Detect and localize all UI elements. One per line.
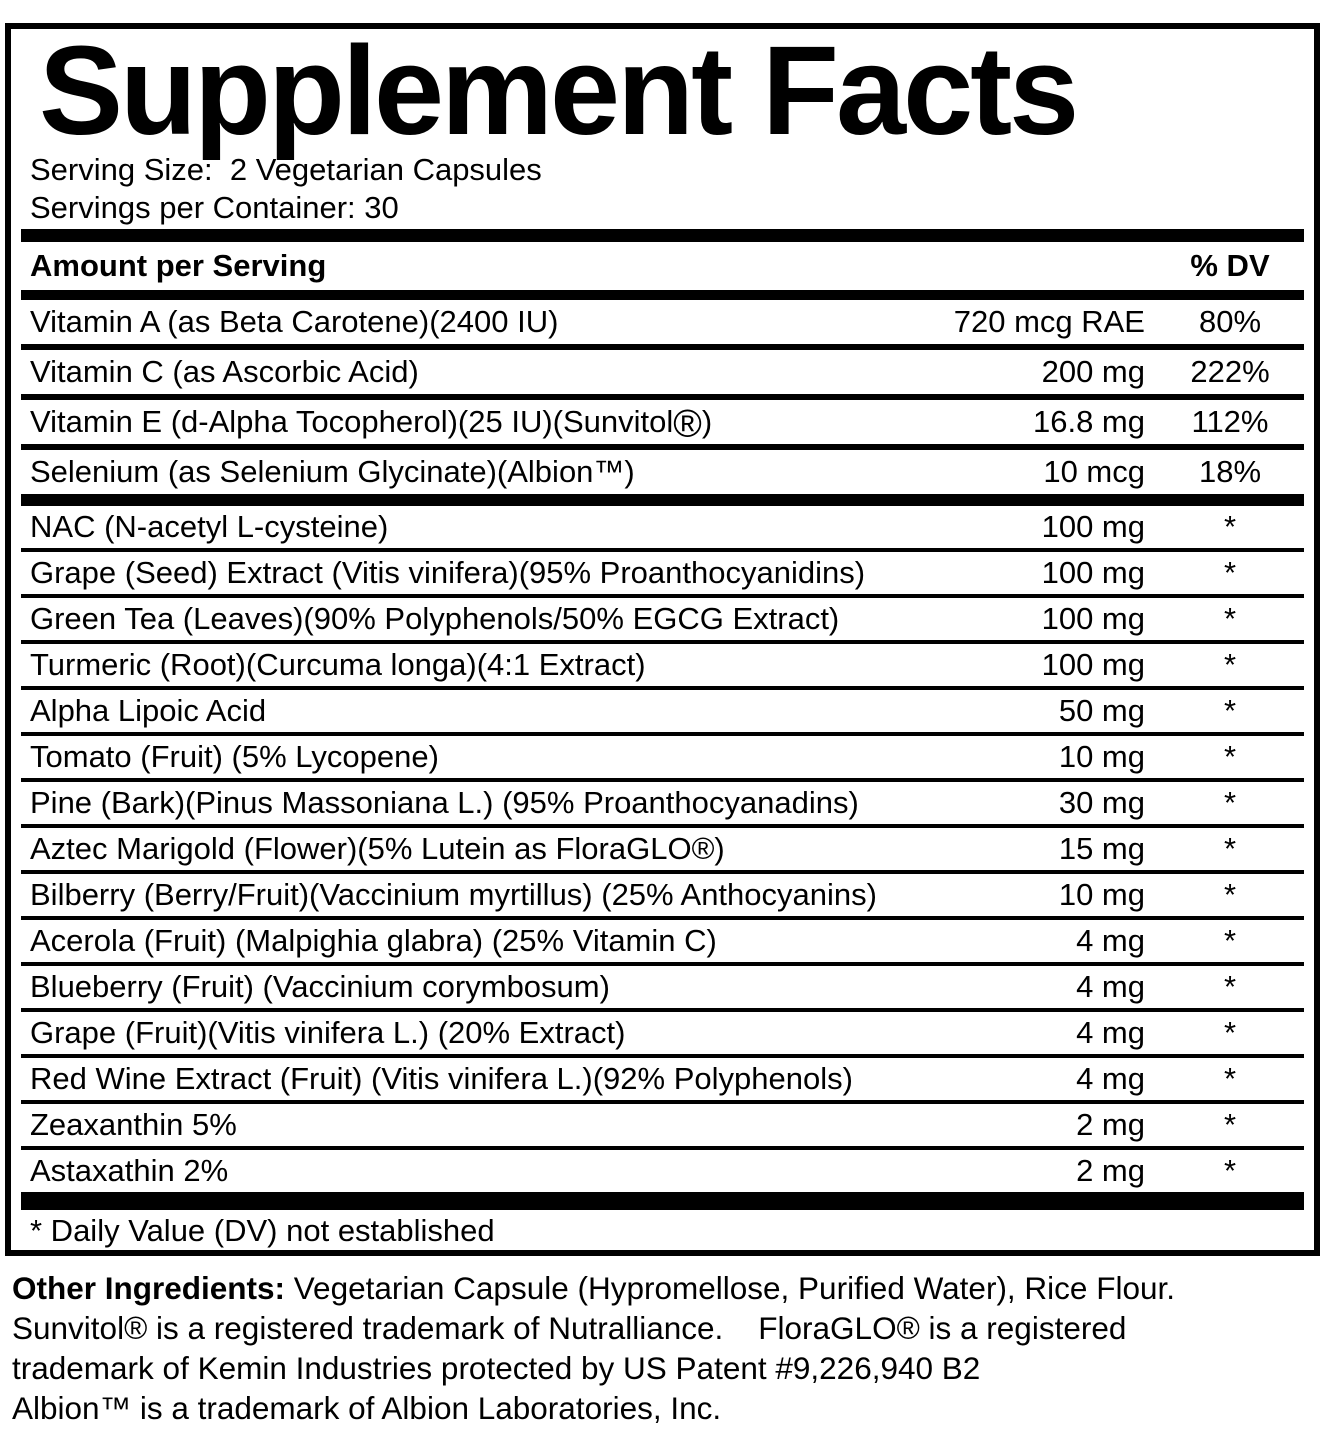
ingredient-name: Green Tea (Leaves)(90% Polyphenols/50% EGCG Extract) [30, 601, 840, 636]
ingredient-amount: 100 mg [1041, 555, 1145, 590]
ingredient-dv: 80% [1198, 304, 1262, 339]
ingredient-dv: * [1223, 785, 1237, 820]
amount-per-serving-header: Amount per Serving [30, 248, 327, 283]
trademark-line-albion: Albion™ is a trademark of Albion Laboratories, Inc. [12, 1390, 722, 1426]
ingredient-row-aztec-marigold [21, 824, 1304, 870]
ingredient-name: Tomato (Fruit) (5% Lycopene) [30, 739, 439, 774]
ingredient-dv: * [1223, 693, 1237, 728]
ingredient-dv: * [1223, 877, 1237, 912]
ingredient-row-selenium [21, 444, 1304, 494]
ingredient-row-pine-bark [21, 778, 1304, 824]
other-ingredients-text: Vegetarian Capsule (Hypromellose, Purified Water), Rice Flour. [285, 1270, 1175, 1306]
ingredient-row-bilberry [21, 870, 1304, 916]
ingredient-amount: 50 mg [1058, 693, 1145, 728]
ingredient-row-acerola [21, 916, 1304, 962]
ingredient-amount: 10 mcg [1043, 454, 1145, 489]
ingredient-dv: * [1223, 555, 1237, 590]
name-text: Vitamin E (d-Alpha Tocopherol)(25 IU)(Sunvitol [30, 404, 674, 439]
ingredient-row-vitamin-e [21, 394, 1304, 444]
other-ingredients-lead: Other Ingredients: [12, 1270, 286, 1306]
ingredient-amount: 100 mg [1041, 601, 1145, 636]
ingredient-name: Pine (Bark)(Pinus Massoniana L.) (95% Proanthocyanadins) [30, 785, 859, 820]
ingredient-amount: 2 mg [1076, 1107, 1145, 1142]
ingredient-name: Acerola (Fruit) (Malpighia glabra) (25% Vitamin C) [30, 923, 717, 958]
ingredient-row-astaxathin [21, 1146, 1304, 1192]
ingredient-amount: 10 mg [1058, 877, 1145, 912]
other-ingredients-block [12, 1268, 1313, 1428]
ingredient-dv: * [1223, 1153, 1237, 1188]
ingredient-row-alpha-lipoic-acid [21, 686, 1304, 732]
ingredient-amount: 100 mg [1041, 647, 1145, 682]
ingredient-row-grape-fruit [21, 1008, 1304, 1054]
ingredient-amount: 720 mcg RAE [953, 304, 1145, 339]
ingredient-row-tomato [21, 732, 1304, 778]
ingredient-amount: 4 mg [1076, 969, 1145, 1004]
ingredient-name: Bilberry (Berry/Fruit)(Vaccinium myrtillus) (25% Anthocyanins) [30, 877, 877, 912]
ingredient-dv: * [1223, 1107, 1237, 1142]
ingredient-name: Zeaxanthin 5% [30, 1107, 237, 1142]
panel-title: Supplement Facts [39, 20, 1077, 161]
ingredient-amount: 200 mg [1041, 354, 1145, 389]
ingredient-name: Red Wine Extract (Fruit) (Vitis vinifera L.)(92% Polyphenols) [30, 1061, 853, 1096]
thick-divider-middle [21, 494, 1304, 506]
ingredient-dv: 18% [1198, 454, 1262, 489]
daily-value-footnote [21, 1210, 1304, 1252]
ingredient-amount: 15 mg [1058, 831, 1145, 866]
ingredient-dv: * [1223, 509, 1237, 544]
ingredient-row-turmeric [21, 640, 1304, 686]
header-divider [21, 290, 1304, 300]
ingredient-name: Alpha Lipoic Acid [30, 693, 267, 728]
ingredient-dv: * [1223, 1015, 1237, 1050]
ingredient-amount: 100 mg [1041, 509, 1145, 544]
table-header-row [21, 242, 1304, 290]
ingredient-row-nac [21, 506, 1304, 548]
serving-size: Serving Size: 2 Vegetarian Capsules [30, 152, 542, 187]
footnote-text: * Daily Value (DV) not established [30, 1213, 495, 1248]
ingredient-name: Selenium (as Selenium Glycinate)(Albion™) [30, 454, 635, 489]
other-ingredients-line [12, 1268, 1313, 1308]
ingredient-name: Turmeric (Root)(Curcuma longa)(4:1 Extract) [30, 647, 646, 682]
ingredient-amount: 10 mg [1058, 739, 1145, 774]
ingredient-amount: 4 mg [1076, 1061, 1145, 1096]
ingredient-row-green-tea [21, 594, 1304, 640]
ingredient-name: Grape (Seed) Extract (Vitis vinifera)(95% Proanthocyanidins) [30, 555, 866, 590]
ingredient-dv: * [1223, 969, 1237, 1004]
ingredient-dv: * [1223, 601, 1237, 636]
ingredient-dv: * [1223, 647, 1237, 682]
servings-per-container: Servings per Container: 30 [30, 190, 399, 225]
ingredient-row-vitamin-a [21, 300, 1304, 344]
facts-panel [5, 20, 1320, 1256]
ingredient-name: Vitamin C (as Ascorbic Acid) [30, 354, 419, 389]
ingredient-row-grape-seed [21, 548, 1304, 594]
thick-divider-bottom [21, 1192, 1304, 1210]
ingredient-name: Vitamin A (as Beta Carotene)(2400 IU) [30, 304, 559, 339]
ingredient-row-vitamin-c [21, 344, 1304, 394]
ingredient-amount: 30 mg [1058, 785, 1145, 820]
name-text: ) [701, 404, 713, 439]
ingredient-name: Blueberry (Fruit) (Vaccinium corymbosum) [30, 969, 610, 1004]
ingredient-dv: 222% [1190, 354, 1270, 389]
ingredient-row-red-wine-extract [21, 1054, 1304, 1100]
ingredient-name: Aztec Marigold (Flower)(5% Lutein as FloraGLO®) [30, 831, 725, 866]
trademark-line-sunvitol: Sunvitol® is a registered trademark of Nutralliance. FloraGLO® is a registered [12, 1310, 1127, 1346]
ingredient-name: Astaxathin 2% [30, 1153, 229, 1188]
trademark-line-kemin: trademark of Kemin Industries protected by US Patent #9,226,940 B2 [12, 1350, 981, 1386]
thick-divider-top [21, 229, 1304, 242]
ingredient-dv: * [1223, 739, 1237, 774]
ingredient-name: Grape (Fruit)(Vitis vinifera L.) (20% Extract) [30, 1015, 626, 1050]
ingredient-dv: 112% [1191, 404, 1269, 439]
percent-dv-header: % DV [1190, 248, 1270, 283]
ingredient-amount: 4 mg [1076, 923, 1145, 958]
ingredient-amount: 2 mg [1076, 1153, 1145, 1188]
ingredient-dv: * [1223, 923, 1237, 958]
ingredient-name [30, 404, 1033, 440]
ingredient-dv: * [1223, 1061, 1237, 1096]
registered-trademark-symbol: ® [673, 404, 702, 440]
ingredient-dv: * [1223, 831, 1237, 866]
ingredient-row-blueberry [21, 962, 1304, 1008]
ingredient-name: NAC (N-acetyl L-cysteine) [30, 509, 389, 544]
ingredient-row-zeaxanthin [21, 1100, 1304, 1146]
ingredient-amount: 16.8 mg [1032, 404, 1145, 439]
ingredient-amount: 4 mg [1076, 1015, 1145, 1050]
